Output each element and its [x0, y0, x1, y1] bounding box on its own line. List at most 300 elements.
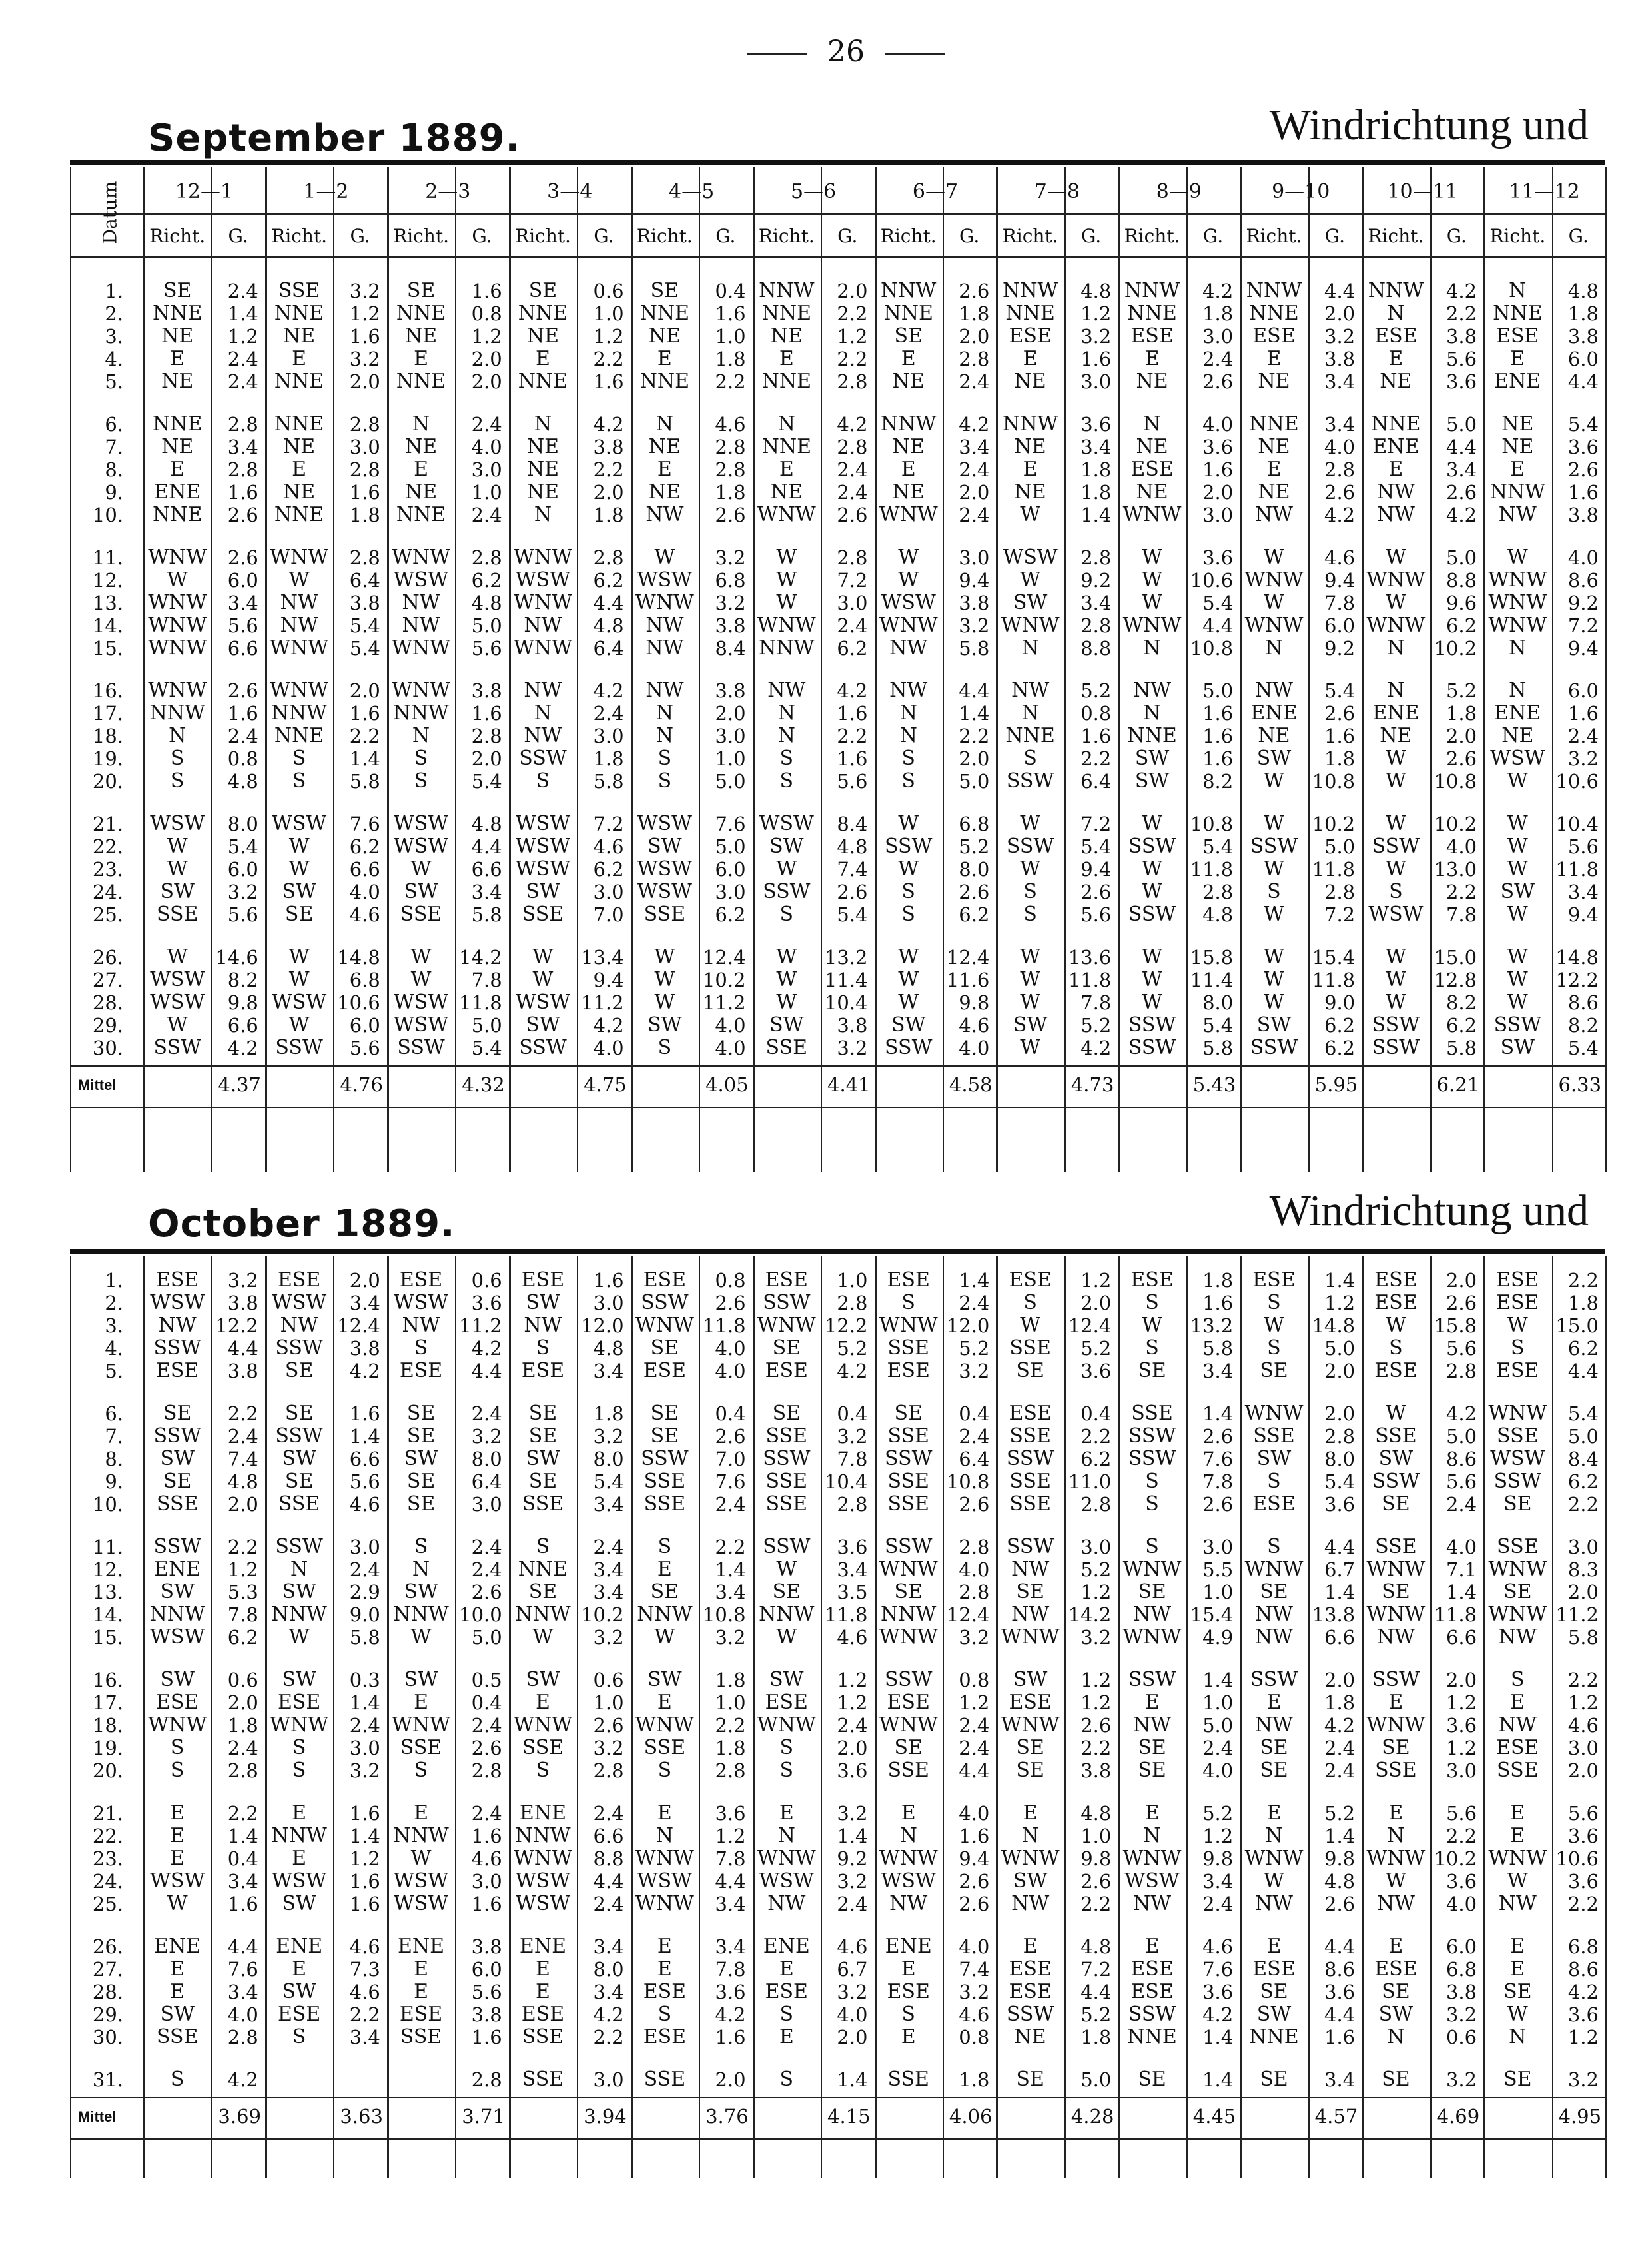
wind-speed: 4.2	[593, 1014, 624, 1037]
wind-speed: 1.6	[1202, 458, 1234, 481]
wind-speed: 4.0	[1202, 1759, 1234, 1782]
wind-direction: E	[292, 1847, 307, 1870]
wind-direction: NW	[1498, 1713, 1537, 1737]
column-mean: 4.58	[949, 1073, 993, 1096]
wind-direction: SSE	[643, 1492, 686, 1516]
wind-speed: 1.6	[471, 702, 502, 725]
wind-speed: 5.0	[471, 1626, 502, 1649]
wind-speed: 9.8	[1080, 1847, 1112, 1870]
wind-speed: 9.4	[959, 569, 990, 592]
wind-speed: 1.2	[1324, 1292, 1356, 1314]
wind-speed: 2.4	[593, 1893, 624, 1915]
wind-direction: NNE	[1249, 412, 1299, 436]
wind-speed: 5.3	[227, 1581, 258, 1603]
wind-speed: 13.2	[1190, 1314, 1234, 1337]
wind-speed: 2.2	[715, 1536, 746, 1558]
wind-direction: NE	[770, 480, 803, 504]
wind-direction: NNW	[393, 1824, 449, 1847]
wind-direction: W	[1264, 991, 1284, 1014]
wind-speed: 7.8	[715, 1847, 746, 1870]
wind-speed: 5.6	[1567, 835, 1599, 858]
wind-speed: 2.0	[1446, 725, 1477, 747]
wind-speed: 1.6	[1080, 348, 1112, 370]
wind-direction: E	[170, 1980, 185, 2003]
wind-speed: 1.4	[349, 747, 380, 770]
wind-speed: 5.4	[1324, 1470, 1356, 1493]
wind-speed: 3.4	[837, 1558, 868, 1581]
wind-direction: S	[414, 769, 428, 793]
wind-speed: 9.8	[227, 991, 258, 1014]
day-label: 8.	[105, 458, 123, 481]
wind-direction: WSW	[393, 991, 449, 1014]
wind-speed: 3.0	[349, 1536, 380, 1558]
wind-speed: 8.2	[1202, 770, 1234, 793]
wind-direction: N	[899, 724, 917, 747]
wind-speed: 2.0	[1324, 1402, 1356, 1425]
wind-speed: 3.0	[1567, 1737, 1599, 1759]
wind-speed: 2.0	[1324, 302, 1356, 325]
wind-direction: S	[657, 769, 672, 793]
wind-speed: 9.2	[1080, 569, 1112, 592]
wind-speed: 7.8	[1446, 903, 1477, 926]
wind-direction: SE	[1138, 2068, 1166, 2091]
wind-direction: ENE	[885, 1935, 932, 1958]
wind-speed: 2.0	[227, 1493, 258, 1516]
wind-direction: N	[655, 1824, 673, 1847]
wind-direction: WNW	[148, 614, 207, 637]
day-label: 18.	[92, 725, 123, 747]
wind-speed: 5.6	[1446, 1470, 1477, 1493]
wind-direction: SW	[1500, 880, 1535, 903]
wind-speed: 4.8	[837, 835, 868, 858]
wind-direction: ESE	[765, 1268, 808, 1292]
wind-direction: NNE	[396, 302, 446, 325]
direction-subheader: Richt.	[636, 225, 693, 247]
wind-direction: E	[901, 347, 916, 370]
wind-speed: 2.6	[227, 504, 258, 526]
wind-speed: 0.8	[959, 1669, 990, 1691]
wind-direction: W	[776, 968, 797, 991]
day-label: 30.	[92, 2026, 123, 2048]
wind-direction: N	[534, 701, 552, 725]
wind-direction: SSW	[1493, 1013, 1541, 1037]
wind-direction: SSE	[1497, 1424, 1539, 1448]
wind-direction: WSW	[1003, 546, 1058, 569]
wind-speed: 2.6	[471, 1581, 502, 1603]
wind-speed: 11.8	[824, 1603, 868, 1626]
wind-direction: SSW	[1128, 903, 1176, 926]
wind-speed: 4.2	[1324, 504, 1356, 526]
wind-speed: 1.6	[1324, 725, 1356, 747]
wind-speed: 6.7	[837, 1958, 868, 1981]
wind-direction: SSW	[1128, 1036, 1176, 1059]
wind-speed: 4.6	[349, 1493, 380, 1516]
wind-direction: S	[1145, 1535, 1159, 1558]
wind-speed: 5.8	[959, 637, 990, 660]
wind-direction: SE	[284, 1359, 314, 1382]
wind-direction: WNW	[757, 1847, 816, 1870]
wind-speed: 7.2	[593, 813, 624, 835]
wind-direction: ENE	[519, 1801, 566, 1825]
wind-speed: 3.2	[593, 1737, 624, 1759]
wind-direction: SE	[1016, 1736, 1044, 1759]
wind-direction: NNE	[1493, 302, 1543, 325]
wind-direction: S	[170, 2068, 185, 2091]
wind-direction: E	[657, 1935, 672, 1958]
wind-speed: 5.8	[1202, 1037, 1234, 1059]
wind-direction: WNW	[1244, 1847, 1304, 1870]
column-divider	[1605, 1256, 1607, 2178]
day-label: 28.	[92, 1981, 123, 2003]
wind-speed: 5.4	[471, 770, 502, 793]
wind-speed: 3.8	[1324, 348, 1356, 370]
wind-speed: 0.8	[715, 1269, 746, 1292]
wind-direction: W	[1385, 968, 1406, 991]
wind-direction: ESE	[643, 1359, 687, 1382]
wind-direction: ESE	[1009, 1691, 1052, 1714]
wind-speed: 5.0	[715, 770, 746, 793]
wind-direction: WNW	[1001, 1713, 1060, 1737]
wind-direction: NE	[892, 480, 925, 504]
wind-speed: 10.8	[1312, 770, 1356, 793]
wind-speed: 2.8	[227, 458, 258, 481]
wind-direction: W	[1142, 568, 1162, 592]
wind-direction: SE	[284, 903, 314, 926]
wind-speed: 5.8	[1202, 1337, 1234, 1360]
wind-direction: WNW	[148, 1713, 207, 1737]
wind-speed: 8.6	[1567, 1958, 1599, 1981]
mittel-rule	[70, 1065, 1605, 1067]
wind-speed: 0.4	[715, 280, 746, 302]
wind-direction: SE	[406, 1470, 436, 1493]
column-header: 11—12	[1509, 180, 1580, 203]
wind-speed: 3.0	[1080, 1536, 1112, 1558]
wind-speed: 3.4	[1324, 413, 1356, 436]
wind-speed: 6.2	[1324, 1014, 1356, 1037]
wind-direction: NW	[1498, 1892, 1537, 1915]
wind-direction: W	[1385, 857, 1406, 881]
wind-direction: ESE	[399, 1359, 443, 1382]
wind-speed: 11.8	[459, 991, 502, 1014]
wind-direction: W	[654, 1625, 675, 1649]
wind-speed: 2.8	[1446, 1360, 1477, 1382]
wind-direction: NNW	[1002, 412, 1058, 436]
wind-speed: 5.0	[471, 614, 502, 637]
wind-speed: 4.4	[1324, 1536, 1356, 1558]
wind-direction: NNW	[1489, 480, 1545, 504]
wind-speed: 1.6	[471, 1893, 502, 1915]
wind-speed: 1.2	[715, 1825, 746, 1847]
wind-speed: 11.6	[946, 969, 990, 991]
wind-speed: 3.2	[349, 280, 380, 302]
wind-direction: WSW	[1368, 903, 1424, 926]
wind-speed: 3.4	[227, 592, 258, 614]
wind-direction: WSW	[1124, 1869, 1180, 1893]
speed-subheader: G.	[350, 225, 370, 247]
wind-direction: ESE	[521, 1359, 565, 1382]
wind-direction: W	[167, 1892, 188, 1915]
wind-direction: W	[288, 945, 310, 969]
wind-speed: 2.0	[349, 370, 380, 393]
wind-speed: 3.5	[837, 1581, 868, 1603]
wind-direction: WNW	[1244, 1402, 1304, 1425]
column-mean: 3.71	[462, 2105, 505, 2128]
wind-direction: S	[657, 1535, 672, 1558]
wind-direction: ESE	[643, 1980, 687, 2003]
wind-speed: 1.0	[1202, 1581, 1234, 1603]
wind-direction: NNE	[1005, 302, 1055, 325]
wind-speed: 2.2	[593, 348, 624, 370]
wind-speed: 10.2	[1434, 1847, 1477, 1870]
wind-speed: 3.6	[1567, 2003, 1599, 2026]
day-label: 6.	[105, 413, 123, 436]
wind-speed: 3.4	[1202, 1360, 1234, 1382]
wind-speed: 2.4	[471, 1714, 502, 1737]
wind-direction: SW	[647, 1668, 682, 1691]
wind-direction: NE	[161, 324, 194, 348]
wind-direction: E	[1144, 1691, 1160, 1714]
wind-speed: 1.8	[227, 1714, 258, 1737]
wind-speed: 6.2	[1567, 1337, 1599, 1360]
wind-direction: SSE	[278, 1492, 320, 1516]
wind-direction: ESE	[1252, 1492, 1296, 1516]
wind-direction: S	[414, 1336, 428, 1360]
wind-speed: 3.4	[1446, 458, 1477, 481]
wind-speed: 3.8	[227, 1292, 258, 1314]
wind-speed: 4.8	[1080, 280, 1112, 302]
wind-speed: 3.8	[471, 1935, 502, 1958]
column-mean: 4.76	[340, 1073, 383, 1096]
wind-direction: N	[655, 412, 673, 436]
wind-direction: SSW	[153, 1424, 201, 1448]
wind-direction: SE	[650, 1424, 679, 1448]
wind-direction: SW	[769, 1013, 804, 1037]
wind-speed: 6.2	[593, 858, 624, 881]
wind-speed: 9.4	[1324, 569, 1356, 592]
wind-direction: WSW	[393, 1869, 449, 1893]
wind-direction: SW	[282, 1668, 316, 1691]
direction-subheader: Richt.	[515, 225, 571, 247]
wind-speed: 4.2	[837, 680, 868, 702]
wind-speed: 6.2	[715, 903, 746, 926]
day-label: 22.	[92, 835, 123, 858]
wind-speed: 2.8	[1324, 881, 1356, 903]
wind-speed: 10.4	[824, 1470, 868, 1493]
wind-speed: 2.4	[227, 725, 258, 747]
wind-speed: 2.4	[1567, 725, 1599, 747]
wind-speed: 5.4	[1202, 835, 1234, 858]
wind-direction: SSW	[1372, 1668, 1420, 1691]
wind-direction: SSE	[643, 2068, 686, 2091]
wind-speed: 6.8	[1567, 1935, 1599, 1958]
day-label: 25.	[92, 1893, 123, 1915]
wind-direction: NNE	[153, 302, 203, 325]
wind-speed: 5.8	[1567, 1626, 1599, 1649]
wind-direction: SW	[160, 1580, 195, 1603]
wind-speed: 1.0	[715, 325, 746, 348]
wind-speed: 3.2	[1446, 2003, 1477, 2026]
wind-speed: 3.2	[715, 592, 746, 614]
wind-speed: 5.2	[1080, 680, 1112, 702]
wind-direction: W	[776, 1625, 797, 1649]
wind-direction: NE	[1014, 2025, 1046, 2048]
wind-speed: 2.6	[715, 504, 746, 526]
wind-speed: 1.2	[1567, 2026, 1599, 2048]
wind-direction: S	[414, 1535, 428, 1558]
wind-direction: WNW	[270, 1713, 329, 1737]
wind-speed: 3.4	[1324, 370, 1356, 393]
wind-speed: 4.0	[715, 1014, 746, 1037]
wind-direction: WSW	[759, 1869, 814, 1893]
wind-direction: W	[1020, 968, 1041, 991]
wind-speed: 1.8	[715, 348, 746, 370]
wind-direction: E	[779, 1957, 794, 1981]
wind-direction: E	[1266, 458, 1282, 481]
wind-direction: WSW	[393, 1892, 449, 1915]
wind-direction: NNW	[271, 1824, 327, 1847]
wind-speed: 2.0	[1324, 1669, 1356, 1691]
wind-speed: 3.0	[593, 881, 624, 903]
wind-direction: WNW	[1001, 1847, 1060, 1870]
wind-direction: W	[288, 568, 310, 592]
wind-speed: 2.0	[715, 702, 746, 725]
wind-direction: SSW	[275, 1036, 323, 1059]
wind-direction: SE	[528, 1424, 558, 1448]
wind-direction: N	[1021, 1824, 1039, 1847]
wind-direction: WSW	[150, 968, 205, 991]
column-mean: 4.57	[1314, 2105, 1358, 2128]
wind-speed: 1.2	[349, 302, 380, 325]
wind-speed: 11.4	[824, 969, 868, 991]
wind-speed: 11.8	[1312, 858, 1356, 881]
wind-direction: W	[167, 835, 188, 858]
wind-speed: 4.4	[471, 1360, 502, 1382]
wind-direction: NE	[526, 435, 560, 458]
wind-direction: E	[657, 1801, 672, 1825]
wind-speed: 5.6	[1446, 1337, 1477, 1360]
wind-speed: 8.0	[1202, 991, 1234, 1014]
wind-speed: 3.2	[1567, 747, 1599, 770]
wind-speed: 2.2	[837, 302, 868, 325]
wind-speed: 3.0	[593, 725, 624, 747]
wind-direction: NE	[1501, 435, 1534, 458]
wind-direction: WNW	[635, 1892, 694, 1915]
wind-speed: 6.4	[349, 569, 380, 592]
wind-speed: 6.8	[959, 813, 990, 835]
day-label: 7.	[105, 1425, 123, 1448]
wind-speed: 3.6	[1324, 1493, 1356, 1516]
wind-direction: NE	[648, 480, 681, 504]
wind-speed: 4.9	[1202, 1626, 1234, 1649]
wind-speed: 5.4	[1202, 592, 1234, 614]
wind-speed: 4.6	[471, 1847, 502, 1870]
wind-direction: ESE	[643, 1268, 687, 1292]
wind-speed: 5.0	[1324, 835, 1356, 858]
wind-speed: 8.4	[837, 813, 868, 835]
wind-speed: 5.6	[471, 637, 502, 660]
wind-direction: ENE	[154, 1935, 201, 1958]
wind-speed: 1.2	[1080, 1581, 1112, 1603]
wind-direction: SSE	[643, 1470, 686, 1493]
wind-speed: 2.8	[715, 436, 746, 458]
wind-direction: SSW	[1128, 1447, 1176, 1470]
wind-direction: NNW	[759, 636, 815, 660]
wind-speed: 8.6	[1567, 569, 1599, 592]
wind-speed: 4.8	[227, 770, 258, 793]
wind-direction: E	[292, 1801, 307, 1825]
wind-direction: E	[901, 458, 916, 481]
wind-speed: 6.8	[1446, 1958, 1477, 1981]
wind-speed: 2.6	[471, 1737, 502, 1759]
wind-speed: 3.2	[715, 1626, 746, 1649]
wind-direction: SE	[1138, 1736, 1166, 1759]
wind-direction: SSW	[1128, 1013, 1176, 1037]
wind-direction: NNE	[274, 503, 324, 526]
wind-direction: NNW	[515, 1824, 571, 1847]
wind-speed: 4.0	[959, 1935, 990, 1958]
wind-speed: 4.4	[959, 1759, 990, 1782]
wind-direction: N	[1509, 679, 1527, 702]
wind-direction: SE	[772, 1402, 801, 1425]
wind-direction: SW	[526, 880, 560, 903]
wind-direction: S	[779, 1759, 794, 1782]
wind-direction: E	[901, 1957, 916, 1981]
wind-speed: 5.0	[1567, 1425, 1599, 1448]
wind-direction: N	[899, 1824, 917, 1847]
wind-direction: SSW	[1006, 769, 1054, 793]
wind-direction: NNW	[271, 701, 327, 725]
wind-speed: 2.6	[1324, 702, 1356, 725]
wind-direction: NE	[892, 435, 925, 458]
wind-speed: 13.2	[824, 946, 868, 969]
wind-speed: 5.2	[837, 1337, 868, 1360]
wind-speed: 6.6	[349, 1448, 380, 1470]
wind-direction: E	[901, 2025, 916, 2048]
wind-direction: NW	[767, 1892, 806, 1915]
wind-speed: 4.2	[1080, 1037, 1112, 1059]
wind-direction: SW	[160, 1447, 195, 1470]
wind-direction: W	[410, 945, 432, 969]
wind-direction: S	[1023, 903, 1037, 926]
wind-direction: W	[167, 945, 188, 969]
wind-speed: 1.2	[1446, 1737, 1477, 1759]
wind-speed: 7.8	[837, 1448, 868, 1470]
wind-speed: 3.0	[593, 1292, 624, 1314]
wind-speed: 6.4	[959, 1448, 990, 1470]
wind-speed: 1.6	[349, 702, 380, 725]
wind-direction: W	[654, 968, 675, 991]
wind-speed: 7.0	[593, 903, 624, 926]
wind-speed: 11.4	[1190, 969, 1234, 991]
wind-speed: 3.0	[1202, 325, 1234, 348]
speed-subheader: G.	[837, 225, 858, 247]
wind-direction: E	[414, 1801, 428, 1825]
wind-speed: 9.8	[1202, 1847, 1234, 1870]
wind-direction: ESE	[887, 1359, 930, 1382]
wind-direction: E	[170, 1824, 185, 1847]
wind-speed: 2.4	[1202, 348, 1234, 370]
wind-speed: 2.6	[1567, 458, 1599, 481]
wind-speed: 4.4	[1080, 1981, 1112, 2003]
wind-speed: 8.0	[1324, 1448, 1356, 1470]
wind-direction: SE	[894, 324, 923, 348]
wind-direction: SSW	[885, 1535, 933, 1558]
wind-direction: ESE	[1130, 1957, 1174, 1981]
wind-direction: W	[776, 568, 797, 592]
wind-speed: 3.8	[1446, 1981, 1477, 2003]
wind-direction: SE	[894, 1402, 923, 1425]
wind-speed: 5.6	[837, 770, 868, 793]
